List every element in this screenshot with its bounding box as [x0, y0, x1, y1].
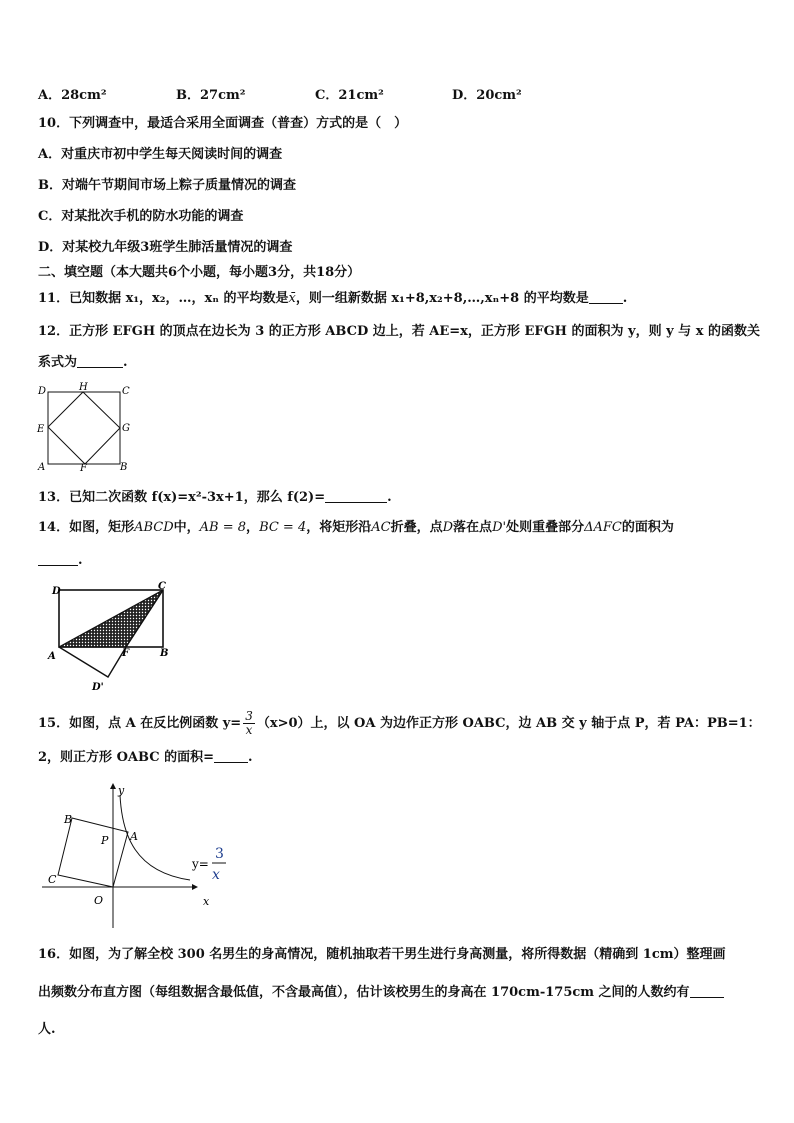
q10-option-a: A．对重庆市初中学生每天阅读时间的调查: [38, 147, 283, 162]
answer-blank: [77, 354, 123, 368]
q15-hyperbola-square-figure: [40, 780, 240, 930]
curve-label-numerator: 3: [215, 846, 224, 862]
q10-stem: 10．下列调查中，最适合采用全面调查（普查）方式的是（ ）: [38, 116, 408, 131]
x-bar-symbol: x̄: [288, 291, 296, 306]
label-g: G: [122, 423, 130, 434]
answer-blank: [214, 749, 248, 763]
q15-line2: 2，则正方形 OABC 的面积= .: [38, 750, 253, 765]
q14-line2: .: [38, 552, 83, 570]
label-o: O: [94, 894, 104, 907]
label-e: E: [37, 424, 45, 435]
label-d: D: [52, 586, 61, 597]
fraction-3-over-x: $\frac{3}{x}$: [245, 709, 253, 737]
q12-line1: 12．正方形 EFGH 的顶点在边长为 3 的正方形 ABCD 边上，若 AE=x，正方形 EFGH 的面积为 y，则 y 与 x 的函数关: [38, 324, 760, 339]
label-b: B: [64, 813, 73, 826]
q15-line1: 15．如图，点 A 在反比例函数 y= $\frac{3}{x} (x>0)$上，以 OA 为边作正方形 OABC，边 AB 交 y 轴于点 P，若 PA：PB=1：: [38, 709, 761, 737]
q9-option-b: B．27cm²: [176, 88, 246, 103]
q9-option-a: A．28cm²: [38, 88, 107, 103]
q9-option-d: D．20cm²: [452, 88, 522, 103]
q9-option-c: C．21cm²: [315, 88, 384, 103]
q10-option-c: C．对某批次手机的防水功能的调查: [38, 209, 244, 224]
label-y-axis: y: [118, 784, 125, 797]
q10-option-b: B．对端午节期间市场上粽子质量情况的调查: [38, 178, 296, 193]
label-c: C: [48, 873, 57, 886]
q14-rectangle-fold-figure: [42, 578, 178, 696]
answer-blank: [589, 290, 623, 304]
label-f: F: [80, 463, 87, 472]
label-h: H: [79, 382, 88, 393]
q11-question: 11．已知数据 x₁，x₂，…，xₙ 的平均数是x̄，则一组新数据 x₁+8,x₂+8,…,xₙ+8 的平均数是 .: [38, 291, 628, 306]
q12-square-figure: [34, 380, 134, 472]
label-p: P: [101, 834, 109, 847]
label-d: D: [38, 386, 47, 397]
label-a: A: [130, 830, 138, 843]
q13-question: 13．已知二次函数 f(x)=x²-3x+1，那么 f(2)= .: [38, 490, 392, 505]
curve-label-denominator: x: [212, 867, 220, 883]
label-a: A: [38, 462, 46, 472]
curve-label-y-equals: y=: [192, 857, 209, 871]
label-f: F: [122, 648, 130, 659]
q14-line1: 14．如图，矩形ABCD中，AB = 8，BC = 4，将矩形沿AC折叠，点D落在点D'处则重叠部分ΔAFC的面积为: [38, 520, 674, 535]
q16-line2: 出频数分布直方图（每组数据含最低值，不含最高值），估计该校男生的身高在 170cm-175cm 之间的人数约有: [38, 984, 724, 1002]
q16-line1: 16．如图，为了解全校 300 名男生的身高情况，随机抽取若干男生进行身高测量，将所得数据（精确到 1cm）整理画: [38, 947, 726, 962]
label-c: C: [158, 581, 166, 592]
q10-option-d: D．对某校九年级3班学生肺活量情况的调查: [38, 240, 293, 255]
label-b: B: [160, 648, 169, 659]
label-c: C: [122, 386, 130, 397]
label-x-axis: x: [203, 895, 210, 908]
q12-line2: 系式为 .: [38, 355, 128, 370]
section-heading: 二、填空题（本大题共6个小题，每小题3分，共18分）: [38, 265, 361, 280]
answer-blank: [38, 552, 78, 566]
answer-blank: [325, 489, 387, 503]
answer-blank: [690, 984, 724, 998]
q16-line3: 人.: [38, 1022, 56, 1037]
label-a: A: [48, 651, 56, 662]
label-d-prime: D': [92, 682, 104, 693]
label-b: B: [120, 462, 128, 472]
